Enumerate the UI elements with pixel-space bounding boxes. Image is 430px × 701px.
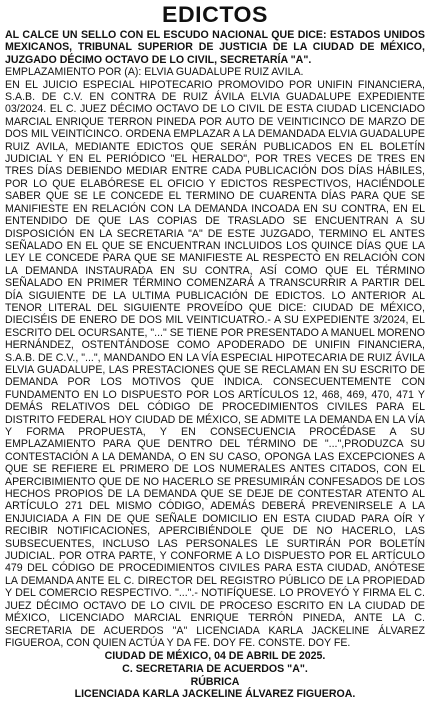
signature-block	[5, 650, 425, 700]
signature-role: C. SECRETARIA DE ACUERDOS "A".	[122, 662, 308, 675]
court-seal-header: AL CALCE UN SELLO CON EL ESCUDO NACIONAL QUE DICE: ESTADOS UNIDOS MEXICANOS, TRIBUNAL SUPERIOR DE JUSTICIA DE LA CIUDAD DE MÉXICO, JUZGADO DÉCIMO OCTAVO DE LO CIVIL, SECRETARÍA "A".	[5, 29, 425, 66]
signature-name: LICENCIADA KARLA JACKELINE ÁLVAREZ FIGUEROA.	[74, 688, 356, 701]
edict-title: EDICTOS	[162, 2, 268, 27]
edict-page	[0, 2, 430, 701]
edict-body: EN EL JUICIO ESPECIAL HIPOTECARIO PROMOVIDO POR UNIFIN FINANCIERA, S.A.B. DE C.V. EN CONTRA DE RUIZ ÁVILA ELVIA GUADALUPE EXPEDIENTE 03/2024. EL C. JUEZ DÉCIMO OCTAVO DE LO CIVIL DE ESTA CIUDAD LICENCIADO MARCIAL ENRIQUE TERRON PINEDA POR AUTO DE VEINTICINCO DE MARZO DE DOS MIL VEINTICINCO. ORDENA EMPLAZAR A LA DEMANDADA ELVIA GUADALUPE RUIZ AVILA, MEDIANTE EDICTOS QUE SERÁN PUBLICADOS EN EL BOLETÍN JUDICIAL Y EN EL PERIÓDICO "EL HERALDO", POR TRES VECES DE TRES EN TRES DÍAS DEBIENDO MEDIAR ENTRE CADA PUBLICACIÓN DOS DÍAS HÁBILES, POR LO QUE ELABÓRESE EL OFICIO Y EDICTOS RESPECTIVOS, HACIÉNDOLE SABER QUE SE LE CONCEDE EL TERMINO DE CUARENTA DÍAS PARA QUE SE MANIFIESTE EN RELACIÓN CON LA DEMANDA INCOADA EN SU CONTRA, EN EL ENTENDIDO DE QUE LAS COPIAS DE TRASLADO SE ENCUENTRAN A SU DISPOSICIÓN EN LA SECRETARIA "A" DE ESTE JUZGADO, TERMINO EL ANTES SEÑALADO EN EL QUE SE ENCUENTRAN INCLUIDOS LOS QUINCE DÍAS QUE LA LEY LE CONCEDE PARA QUE SE MANIFIESTE AL RESPECTO EN RELACIÓN CON LA DEMANDA INSTAURADA EN SU CONTRA, ASÍ COMO QUE EL TÉRMINO SEÑALADO EN PRIMER TÉRMINO COMENZARÁ A TRANSCURRIR A PARTIR DEL DÍA SIGUIENTE DE LA ULTIMA PUBLICACIÓN DE EDICTOS. LO ANTERIOR AL TENOR LITERAL DEL SIGUIENTE PROVEÍDO QUE DICE: CIUDAD DE MÉXICO, DIECISÉIS DE ENERO DE DOS MIL VEINTICUATRO.- A SU EXPEDIENTE 3/2024, EL ESCRITO DEL OCURSANTE, "..." SE TIENE POR PRESENTADO A MANUEL MORENO HERNÁNDEZ, OSTENTÁNDOSE COMO APODERADO DE UNIFIN FINANCIERA, S.A.B. DE C.V., "...", MANDANDO EN LA VÍA ESPECIAL HIPOTECARIA DE RUIZ ÁVILA ELVIA GUADALUPE, LAS PRESTACIONES QUE SE RECLAMAN EN SU ESCRITO DE DEMANDA POR LOS MOTIVOS QUE INDICA. CONSECUENTEMENTE CON FUNDAMENTO EN LO DISPUESTO POR LOS ARTÍCULOS 12, 468, 469, 470, 471 Y DEMÁS RELATIVOS DEL CÓDIGO DE PROCEDIMIENTOS CIVILES PARA EL DISTRITO FEDERAL HOY CIUDAD DE MÉXICO, SE ADMITE LA DEMANDA EN LA VÍA Y FORMA PROPUESTA, Y EN CONSECUENCIA PROCÉDASE A SU EMPLAZAMIENTO PARA QUE DENTRO DEL TÉRMINO DE "...",PRODUZCA SU CONTESTACIÓN A LA DEMANDA, O EN SU CASO, OPONGA LAS EXCEPCIONES A QUE SE REFIERE EL PRIMERO DE LOS NUMERALES ANTES CITADOS, CON EL APERCIBIMIENTO QUE DE NO HACERLO SE PRESUMIRÁN CONFESADOS DE LOS HECHOS PROPIOS DE LA DEMANDA QUE SE DEJE DE CONTESTAR ATENTO AL ARTÍCULO 271 DEL MISMO CÓDIGO, ADEMÁS DEBERÁ PREVENIRSELE A LA ENJUICIADA A FIN DE QUE SEÑALE DOMICILIO EN ESTA CIUDAD PARA OÍR Y RECIBIR NOTIFICACIONES, APERCIBIÉNDOLE QUE DE NO HACERLO, LAS SUBSECUENTES, INCLUSO LAS PERSONALES LE SURTIRÁN POR BOLETÍN JUDICIAL. POR OTRA PARTE, Y CONFORME A LO DISPUESTO POR EL ARTÍCULO 479 DEL CÓDIGO DE PROCEDIMIENTOS CIVILES PARA ESTA CIUDAD, ANÓTESE LA DEMANDA ANTE EL C. DIRECTOR DEL REGISTRO PÚBLICO DE LA PROPIEDAD Y DEL COMERCIO RESPECTIVO. "...".- NOTIFÍQUESE. LO PROVEYÓ Y FIRMA EL C. JUEZ DÉCIMO OCTAVO DE LO CIVIL DE PROCESO ESCRITO EN LA CIUDAD DE MÉXICO, LICENCIADO MARCIAL ENRIQUE TERRÓN PINEDA, ANTE LA C. SECRETARIA DE ACUERDOS "A" LICENCIADA KARLA JACKELINE ÁLVAREZ FIGUEROA, CON QUIEN ACTÚA Y DA FE. DOY FE. CONSTE. DOY FE.	[5, 78, 425, 649]
signature-date: CIUDAD DE MÉXICO, 04 DE ABRIL DE 2025.	[104, 650, 326, 663]
signature-rubrica: RÚBRICA	[190, 675, 240, 688]
summons-addressee: EMPLAZAMIENTO POR (A): ELVIA GUADALUPE RUIZ AVILA.	[5, 66, 304, 79]
